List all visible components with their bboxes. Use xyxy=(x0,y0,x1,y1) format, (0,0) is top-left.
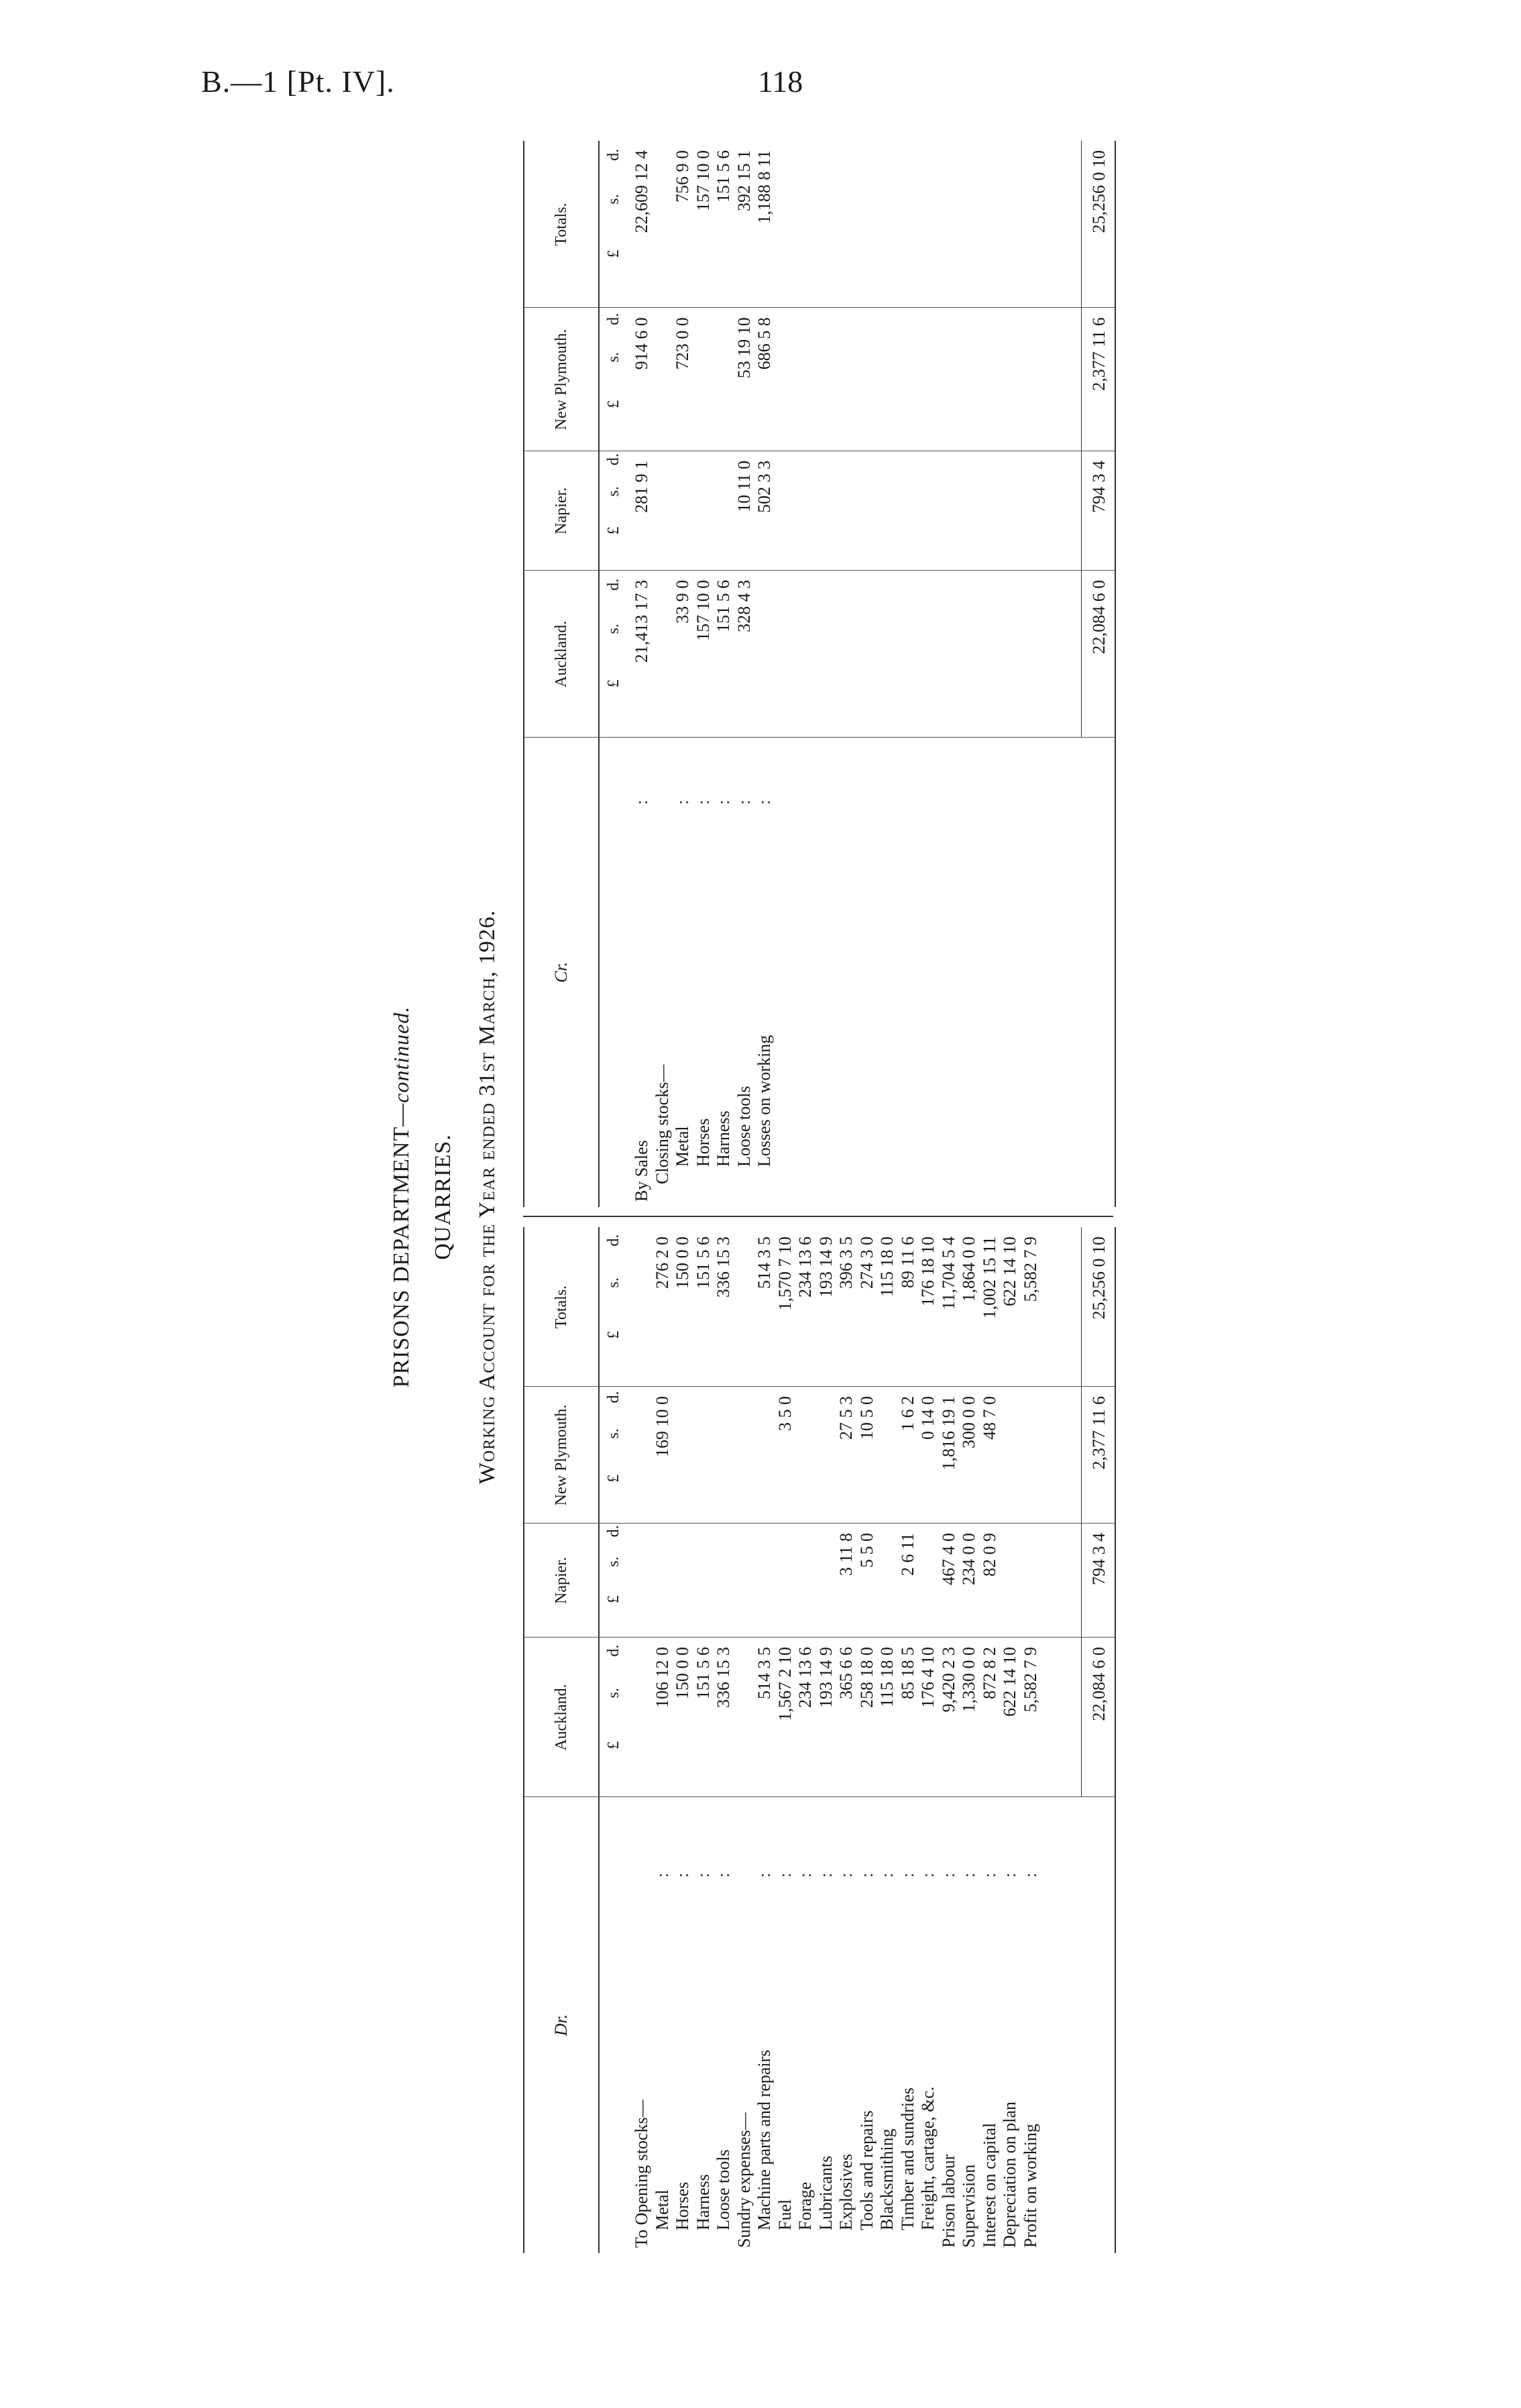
cr-side-label: Cr. xyxy=(551,962,571,983)
cr-col-header-totals: Totals. xyxy=(552,203,570,246)
dr-row-label: Sundry expenses— xyxy=(734,2112,754,2248)
dr-unit-s: s. xyxy=(605,1277,622,1288)
cr-unit-d: d. xyxy=(605,578,622,591)
dr-cell-auckland: 5,582 7 9 xyxy=(1020,1647,1040,1713)
dr-leader-dots: : xyxy=(714,1870,733,1878)
table-titles xyxy=(389,141,523,2253)
cr-cell-totals: 756 9 0 xyxy=(673,150,692,203)
dr-leader-dots: : xyxy=(693,1870,713,1878)
dr-leader-dots: : xyxy=(652,1870,672,1878)
dr-col-header-totals: Totals. xyxy=(552,1285,570,1329)
cr-cell-totals: 151 5 6 xyxy=(714,150,733,203)
dr-cell-auckland: 514 3 5 xyxy=(754,1647,774,1699)
dr-row-label: Prison labour xyxy=(938,2154,958,2248)
cr-col-header-napier: Napier. xyxy=(552,487,570,534)
dr-cell-totals: 396 3 5 xyxy=(836,1237,856,1289)
dr-leader-dots: : xyxy=(938,1870,958,1878)
dr-cell-new-plymouth: 0 14 0 xyxy=(918,1396,938,1440)
cr-row xyxy=(714,141,734,1207)
cr-cell-totals: 1,188 8 11 xyxy=(754,150,774,224)
cr-unit-s: s. xyxy=(605,624,622,634)
rotated-table-sheet xyxy=(389,141,1127,2253)
dr-cell-auckland: 1,567 2 10 xyxy=(775,1647,795,1721)
cr-cell-napier: 502 3 3 xyxy=(754,460,774,513)
dr-row xyxy=(632,1227,652,2253)
dr-row xyxy=(673,1227,693,2253)
dr-totals-rule xyxy=(1081,1227,1082,1797)
dr-row xyxy=(795,1227,815,2253)
dr-cell-totals: 11,704 5 4 xyxy=(938,1237,958,1310)
dr-leader-dots: : xyxy=(918,1870,938,1878)
dr-row-label: Supervision xyxy=(959,2164,978,2248)
dr-cell-auckland: 9,420 2 3 xyxy=(938,1647,958,1713)
cr-totals-row xyxy=(1089,141,1109,1207)
cr-unit-s: s. xyxy=(605,352,622,363)
cr-total-totals: 25,256 0 10 xyxy=(1089,150,1109,233)
dr-cell-totals: 234 13 6 xyxy=(795,1237,815,1298)
cr-unit-s: s. xyxy=(605,486,622,497)
cr-cell-auckland: 33 9 0 xyxy=(673,579,692,624)
dr-unit-d: d. xyxy=(605,1234,622,1247)
cr-row xyxy=(734,141,754,1207)
dr-total-napier: 794 3 4 xyxy=(1089,1533,1109,1585)
dr-unit-s: s. xyxy=(605,1556,622,1567)
dr-cell-totals: 514 3 5 xyxy=(754,1237,774,1289)
cr-cell-totals: 392 15 1 xyxy=(734,150,754,212)
dr-cell-totals: 150 0 0 xyxy=(673,1237,692,1289)
dr-cell-auckland: 85 18 5 xyxy=(897,1647,917,1699)
dr-row-label: Loose tools xyxy=(714,2149,733,2230)
cr-cell-auckland: 328 4 3 xyxy=(734,579,754,632)
cr-row xyxy=(693,141,714,1207)
cr-leader-dots: : xyxy=(754,797,774,805)
cr-cell-new-plymouth: 723 0 0 xyxy=(673,317,692,370)
dr-unit-s: s. xyxy=(605,1688,622,1699)
dr-leader-dots: : xyxy=(959,1870,978,1878)
cr-row xyxy=(754,141,775,1207)
dr-leader-dots: : xyxy=(836,1870,856,1878)
dr-cell-totals: 89 11 6 xyxy=(897,1237,917,1289)
dr-cell-auckland: 234 13 6 xyxy=(795,1647,815,1708)
dr-row xyxy=(980,1227,1000,2253)
cr-cell-new-plymouth: 53 19 10 xyxy=(734,317,754,379)
dr-unit-d: d. xyxy=(605,1644,622,1657)
dr-unit-l: £ xyxy=(605,1595,622,1603)
dr-cell-totals: 276 2 0 xyxy=(652,1237,672,1289)
cr-col-header-auckland: Auckland. xyxy=(552,620,570,688)
dr-row xyxy=(898,1227,918,2253)
dr-leader-dots: : xyxy=(754,1870,774,1878)
dr-total-new-plymouth: 2,377 11 6 xyxy=(1089,1396,1109,1470)
dr-cell-totals: 1,002 15 11 xyxy=(979,1237,999,1319)
cr-leader-dots: : xyxy=(714,797,733,805)
page-number: 118 xyxy=(758,64,803,99)
dr-cell-napier: 82 0 9 xyxy=(979,1533,999,1576)
dr-row-label: Metal xyxy=(652,2189,672,2230)
cr-total-new-plymouth: 2,377 11 6 xyxy=(1089,317,1109,391)
dr-cell-new-plymouth: 300 0 0 xyxy=(959,1396,978,1448)
cr-unit-s: s. xyxy=(605,194,622,205)
dr-col-header-auckland: Auckland. xyxy=(552,1684,570,1751)
dr-row xyxy=(857,1227,877,2253)
dr-cell-new-plymouth: 27 5 3 xyxy=(836,1396,856,1440)
cr-leader-dots: : xyxy=(632,797,651,805)
dr-cell-totals: 193 14 9 xyxy=(815,1237,836,1298)
credit-side xyxy=(523,141,1116,1207)
cr-header-row xyxy=(524,141,600,1207)
cr-totals-rule xyxy=(1081,141,1082,738)
dr-cell-auckland: 150 0 0 xyxy=(673,1647,692,1699)
dr-row xyxy=(754,1227,775,2253)
dr-unit-l: £ xyxy=(605,1474,622,1483)
dr-row-label: Machine parts and repairs xyxy=(754,2049,774,2230)
dr-leader-dots: : xyxy=(979,1870,999,1878)
cr-row-label: Metal xyxy=(673,1126,692,1167)
document-reference: B.—1 [Pt. IV]. xyxy=(201,64,395,99)
dr-cell-new-plymouth: 1 6 2 xyxy=(897,1396,917,1431)
cr-row xyxy=(653,141,673,1207)
cr-cell-napier: 281 9 1 xyxy=(632,460,651,513)
dr-cell-napier: 467 4 0 xyxy=(938,1533,958,1585)
dr-side-label: Dr. xyxy=(551,2014,571,2037)
continued-note: continued. xyxy=(389,1006,413,1103)
dr-cell-new-plymouth: 1,816 19 1 xyxy=(938,1396,958,1471)
page-header xyxy=(201,64,1341,117)
cr-row-label: Horses xyxy=(693,1118,713,1167)
dr-cell-totals: 336 15 3 xyxy=(714,1237,733,1298)
dr-row xyxy=(714,1227,734,2253)
cr-leader-dots: : xyxy=(693,797,713,805)
dr-row xyxy=(816,1227,836,2253)
cr-cell-new-plymouth: 914 6 0 xyxy=(632,317,651,370)
dr-cell-totals: 151 5 6 xyxy=(693,1237,713,1289)
dr-cell-auckland: 115 18 0 xyxy=(877,1647,897,1708)
dr-leader-dots: : xyxy=(815,1870,836,1878)
dr-cell-totals: 5,582 7 9 xyxy=(1020,1237,1040,1302)
cr-total-auckland: 22,084 6 0 xyxy=(1089,579,1109,654)
dr-row-label: Harness xyxy=(693,2174,713,2230)
dr-row-label: Tools and repairs xyxy=(856,2110,877,2230)
dr-cell-auckland: 258 18 0 xyxy=(856,1647,877,1708)
dr-col-header-napier: Napier. xyxy=(552,1557,570,1604)
dr-cell-new-plymouth: 3 5 0 xyxy=(775,1396,795,1431)
cr-row-label: Loose tools xyxy=(734,1086,754,1167)
cr-cell-new-plymouth: 686 5 8 xyxy=(754,317,774,370)
dr-cell-totals: 176 18 10 xyxy=(918,1237,938,1306)
dr-row-label: Lubricants xyxy=(815,2155,836,2230)
cr-unit-l: £ xyxy=(605,400,622,408)
dr-leader-dots: : xyxy=(877,1870,897,1878)
dr-leader-dots: : xyxy=(897,1870,917,1878)
dr-unit-d: d. xyxy=(605,1525,622,1538)
dr-cell-napier: 3 11 8 xyxy=(836,1533,856,1576)
dr-totals-row xyxy=(1089,1227,1109,2253)
dr-cell-auckland: 336 15 3 xyxy=(714,1647,733,1708)
cr-cell-napier: 10 11 0 xyxy=(734,460,754,512)
dr-leader-dots: : xyxy=(795,1870,815,1878)
working-account-ledger xyxy=(523,141,1127,2253)
dr-cell-auckland: 872 8 2 xyxy=(979,1647,999,1699)
dr-cell-totals: 622 14 10 xyxy=(1000,1237,1019,1306)
cr-cell-totals: 22,609 12 4 xyxy=(632,150,651,233)
cr-row-label: Closing stocks— xyxy=(652,1064,672,1184)
cr-unit-d: d. xyxy=(605,312,622,325)
dr-row xyxy=(836,1227,856,2253)
department-name: PRISONS DEPARTMENT— xyxy=(389,1102,414,1388)
dr-cell-napier: 2 6 11 xyxy=(897,1533,917,1576)
cr-row xyxy=(673,141,693,1207)
dr-row xyxy=(877,1227,897,2253)
dr-col-header-new-plymouth: New Plymouth. xyxy=(552,1404,570,1506)
ledger-divider xyxy=(523,1216,1113,1217)
dr-row xyxy=(939,1227,959,2253)
dr-total-auckland: 22,084 6 0 xyxy=(1089,1647,1109,1721)
cr-cell-auckland: 151 5 6 xyxy=(714,579,733,632)
cr-unit-l: £ xyxy=(605,526,622,535)
account-title: Working Account for the Year ended 31st March, 1926. xyxy=(475,909,500,1485)
cr-row xyxy=(632,141,652,1207)
department-title xyxy=(389,141,414,2253)
dr-unit-l: £ xyxy=(605,1330,622,1339)
dr-cell-auckland: 151 5 6 xyxy=(693,1647,713,1699)
dr-row xyxy=(693,1227,714,2253)
dr-cell-totals: 274 3 0 xyxy=(856,1237,877,1289)
dr-row-label: Timber and sundries xyxy=(897,2087,917,2230)
dr-row-label: Horses xyxy=(673,2181,692,2230)
dr-cell-napier: 5 5 0 xyxy=(856,1533,877,1568)
cr-cell-auckland: 21,413 17 3 xyxy=(632,579,651,663)
dr-row xyxy=(775,1227,795,2253)
dr-unit-s: s. xyxy=(605,1428,622,1439)
dr-row xyxy=(734,1227,754,2253)
cr-row-label: By Sales xyxy=(632,1140,651,1202)
dr-leader-dots: : xyxy=(856,1870,877,1878)
dr-cell-auckland: 622 14 10 xyxy=(1000,1647,1019,1717)
dr-cell-totals: 1,864 0 0 xyxy=(959,1237,978,1302)
dr-row xyxy=(1021,1227,1041,2253)
dr-cell-napier: 234 0 0 xyxy=(959,1533,978,1585)
cr-unit-labels xyxy=(605,141,632,1207)
dr-unit-labels xyxy=(605,1227,632,2253)
dr-row-label: To Opening stocks— xyxy=(632,2100,651,2248)
dr-total-totals: 25,256 0 10 xyxy=(1089,1237,1109,1320)
dr-row-label: Interest on capital xyxy=(979,2122,999,2248)
debit-side xyxy=(523,1227,1116,2253)
dr-row-label: Forage xyxy=(795,2181,815,2230)
dr-leader-dots: : xyxy=(775,1870,795,1878)
cr-unit-d: d. xyxy=(605,453,622,466)
dr-cell-auckland: 365 6 6 xyxy=(836,1647,856,1699)
cr-unit-l: £ xyxy=(605,679,622,688)
cr-row-label: Harness xyxy=(714,1110,733,1167)
dr-cell-new-plymouth: 48 7 0 xyxy=(979,1396,999,1440)
dr-cell-totals: 1,570 7 10 xyxy=(775,1237,795,1311)
dr-unit-d: d. xyxy=(605,1391,622,1403)
dr-cell-totals: 115 18 0 xyxy=(877,1237,897,1298)
dr-row-label: Fuel xyxy=(775,2199,795,2230)
dr-row-label: Depreciation on plan xyxy=(1000,2101,1019,2248)
cr-total-napier: 794 3 4 xyxy=(1089,460,1109,513)
dr-row xyxy=(959,1227,979,2253)
dr-cell-new-plymouth: 10 5 0 xyxy=(856,1396,877,1440)
dr-row-label: Explosives xyxy=(836,2153,856,2230)
cr-leader-dots: : xyxy=(673,797,692,805)
dr-row xyxy=(1000,1227,1020,2253)
cr-cell-totals: 157 10 0 xyxy=(693,150,713,212)
dr-row-label: Blacksmithing xyxy=(877,2128,897,2230)
dr-row-label: Profit on working xyxy=(1020,2124,1040,2248)
cr-leader-dots: : xyxy=(734,797,754,805)
dr-row-label: Freight, cartage, &c. xyxy=(918,2086,938,2230)
dr-cell-auckland: 193 14 9 xyxy=(815,1647,836,1708)
dr-cell-new-plymouth: 169 10 0 xyxy=(652,1396,672,1457)
dr-cell-auckland: 106 12 0 xyxy=(652,1647,672,1708)
dr-row xyxy=(918,1227,938,2253)
dr-leader-dots: : xyxy=(673,1870,692,1878)
cr-col-header-new-plymouth: New Plymouth. xyxy=(552,329,570,431)
dr-header-row xyxy=(524,1227,600,2253)
cr-unit-l: £ xyxy=(605,249,622,258)
dr-row xyxy=(653,1227,673,2253)
dr-unit-l: £ xyxy=(605,1741,622,1750)
dr-leader-dots: : xyxy=(1000,1870,1019,1878)
dr-cell-auckland: 1,330 0 0 xyxy=(959,1647,978,1713)
cr-unit-d: d. xyxy=(605,148,622,161)
cr-row-label: Losses on working xyxy=(754,1035,774,1167)
section-title: QUARRIES. xyxy=(431,1134,455,1260)
cr-cell-auckland: 157 10 0 xyxy=(693,579,713,641)
dr-leader-dots: : xyxy=(1020,1870,1040,1878)
dr-cell-auckland: 176 4 10 xyxy=(918,1647,938,1708)
